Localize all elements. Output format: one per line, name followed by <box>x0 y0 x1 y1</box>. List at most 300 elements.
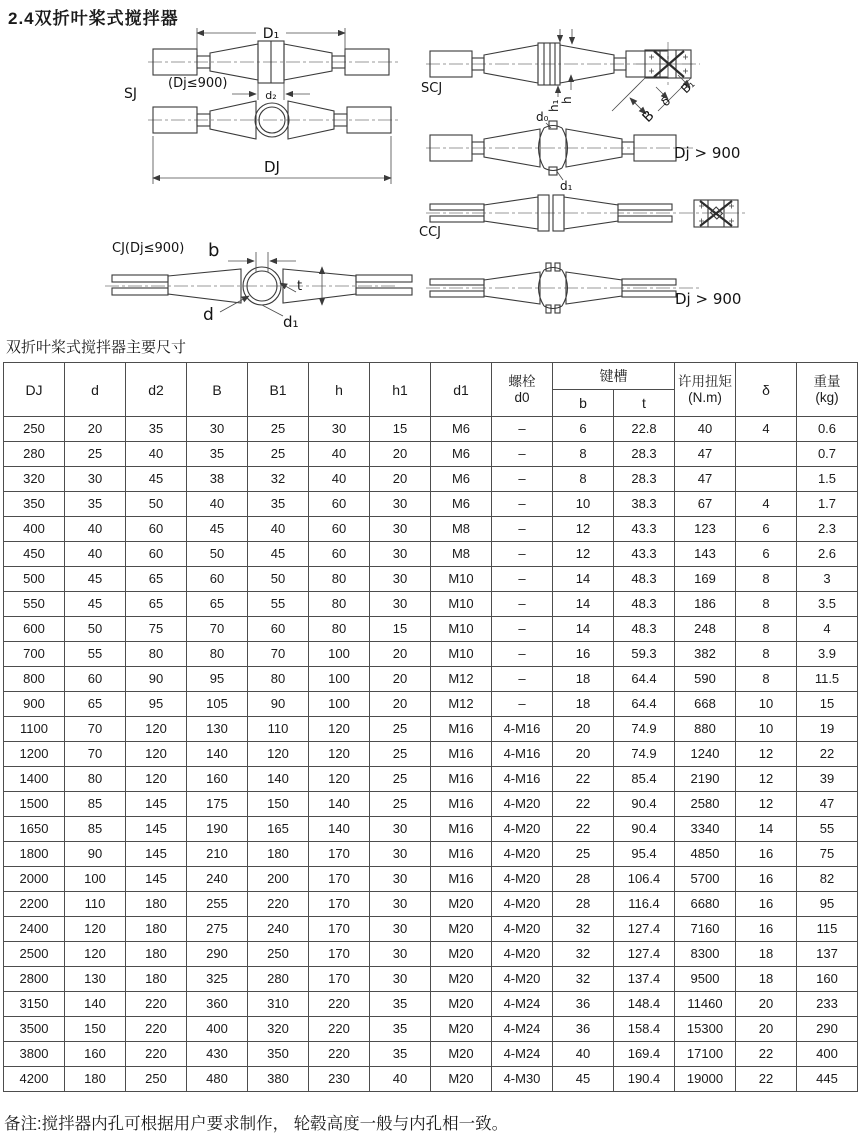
table-cell: 15300 <box>675 1017 736 1042</box>
table-cell: 140 <box>65 992 126 1017</box>
table-row <box>4 742 858 767</box>
table-cell: 248 <box>675 617 736 642</box>
table-cell: 35 <box>126 417 187 442</box>
table-cell: 60 <box>187 567 248 592</box>
table-cell: 116.4 <box>614 892 675 917</box>
table-cell: 30 <box>370 592 431 617</box>
table-cell: M10 <box>431 592 492 617</box>
cj-label: CJ(Dj≤900) <box>112 241 185 256</box>
table-cell: 100 <box>309 667 370 692</box>
table-cell: 180 <box>126 967 187 992</box>
table-cell: 2800 <box>4 967 65 992</box>
table-cell: 3150 <box>4 992 65 1017</box>
table-cell: 25 <box>370 742 431 767</box>
table-cell: 430 <box>187 1042 248 1067</box>
table-cell: – <box>492 467 553 492</box>
table-cell: 70 <box>248 642 309 667</box>
table-row <box>4 417 858 442</box>
table-cell: – <box>492 442 553 467</box>
table-cell: 1100 <box>4 717 65 742</box>
table-cell: M6 <box>431 467 492 492</box>
table-cell: 35 <box>370 1042 431 1067</box>
table-cell: 15 <box>370 617 431 642</box>
table-cell: 22 <box>736 1042 797 1067</box>
dj-gt-900-top-label: Dj > 900 <box>674 144 741 162</box>
table-cell: 12 <box>736 792 797 817</box>
table-cell: 120 <box>309 717 370 742</box>
table-cell: 35 <box>187 442 248 467</box>
table-cell: 8300 <box>675 942 736 967</box>
table-cell: 115 <box>797 917 858 942</box>
table-cell: 28 <box>553 892 614 917</box>
table-cell: 16 <box>736 917 797 942</box>
table-cell: 4-M16 <box>492 767 553 792</box>
table-cell: 100 <box>309 642 370 667</box>
table-cell: M6 <box>431 442 492 467</box>
table-cell: 10 <box>736 717 797 742</box>
weight-header-line2: (kg) <box>815 389 839 405</box>
table-cell: 18 <box>553 692 614 717</box>
table-cell: 10 <box>553 492 614 517</box>
table-cell: 175 <box>187 792 248 817</box>
table-cell: 43.3 <box>614 542 675 567</box>
table-cell: 275 <box>187 917 248 942</box>
table-cell: 220 <box>309 1017 370 1042</box>
torque-header-line1: 许用扭矩 <box>678 373 732 389</box>
dim-label-d: d <box>203 305 214 325</box>
table-row <box>4 542 858 567</box>
table-cell: M16 <box>431 867 492 892</box>
table-cell: M20 <box>431 942 492 967</box>
table-cell: M16 <box>431 792 492 817</box>
page-title: 2.4双折叶桨式搅拌器 <box>8 9 179 28</box>
table-cell: 4-M24 <box>492 992 553 1017</box>
table-cell: 6 <box>736 517 797 542</box>
table-cell: 30 <box>370 492 431 517</box>
table-cell: 40 <box>309 467 370 492</box>
cj-drawing <box>105 252 412 316</box>
table-cell: 255 <box>187 892 248 917</box>
table-cell: M10 <box>431 642 492 667</box>
table-cell: 2190 <box>675 767 736 792</box>
table-cell: 4-M16 <box>492 717 553 742</box>
table-cell: 74.9 <box>614 742 675 767</box>
table-cell: M6 <box>431 417 492 442</box>
dim-label-d1: d₁ <box>283 313 299 331</box>
table-cell: 30 <box>370 892 431 917</box>
table-cell: 145 <box>126 867 187 892</box>
table-cell: 30 <box>370 967 431 992</box>
table-cell: 32 <box>553 942 614 967</box>
table-cell: 480 <box>187 1067 248 1092</box>
table-cell: 35 <box>370 1017 431 1042</box>
table-cell: 3.5 <box>797 592 858 617</box>
table-row <box>4 967 858 992</box>
table-cell: M20 <box>431 992 492 1017</box>
table-cell: 90.4 <box>614 792 675 817</box>
table-cell: 190 <box>187 817 248 842</box>
table-cell: 500 <box>4 567 65 592</box>
table-cell: 25 <box>248 442 309 467</box>
table-cell: 120 <box>126 717 187 742</box>
table-cell: 170 <box>309 917 370 942</box>
table-cell: 7160 <box>675 917 736 942</box>
table-cell: 30 <box>370 817 431 842</box>
table-cell: 100 <box>309 692 370 717</box>
table-cell: 0.6 <box>797 417 858 442</box>
table-cell: 40 <box>370 1067 431 1092</box>
table-cell: 120 <box>65 942 126 967</box>
table-cell: 180 <box>126 892 187 917</box>
table-cell: 120 <box>126 742 187 767</box>
table-cell: 90 <box>248 692 309 717</box>
table-cell: 8 <box>736 567 797 592</box>
table-cell: 1240 <box>675 742 736 767</box>
table-cell: 25 <box>370 792 431 817</box>
table-cell: M20 <box>431 892 492 917</box>
ccj-label: CCJ <box>419 225 441 240</box>
table-cell: 30 <box>370 542 431 567</box>
table-cell: 2000 <box>4 867 65 892</box>
table-cell: 880 <box>675 717 736 742</box>
table-cell: 40 <box>248 517 309 542</box>
table-cell: 65 <box>65 692 126 717</box>
column-header-delta: δ <box>736 363 797 417</box>
table-cell: 220 <box>309 992 370 1017</box>
table-cell: 22.8 <box>614 417 675 442</box>
table-cell: 550 <box>4 592 65 617</box>
table-cell: 39 <box>797 767 858 792</box>
table-cell: 38.3 <box>614 492 675 517</box>
table-cell: 0.7 <box>797 442 858 467</box>
table-cell: 95 <box>187 667 248 692</box>
table-cell: M16 <box>431 717 492 742</box>
table-cell: 140 <box>309 792 370 817</box>
table-cell: 95.4 <box>614 842 675 867</box>
table-cell: M12 <box>431 667 492 692</box>
table-cell: 170 <box>309 967 370 992</box>
table-cell: 220 <box>248 892 309 917</box>
table-cell: 382 <box>675 642 736 667</box>
table-cell: 250 <box>126 1067 187 1092</box>
table-cell: 22 <box>553 817 614 842</box>
table-row <box>4 1017 858 1042</box>
table-cell: 30 <box>309 417 370 442</box>
table-cell: 4-M20 <box>492 842 553 867</box>
table-cell: 280 <box>248 967 309 992</box>
table-cell: 220 <box>126 1017 187 1042</box>
table-cell: 40 <box>675 417 736 442</box>
table-cell: – <box>492 542 553 567</box>
table-cell: 64.4 <box>614 692 675 717</box>
dj-gt-900-bottom-label: Dj > 900 <box>675 290 742 308</box>
table-cell: 50 <box>187 542 248 567</box>
scj-label: SCJ <box>421 81 443 96</box>
table-cell: 20 <box>553 717 614 742</box>
table-cell: 400 <box>4 517 65 542</box>
table-cell: 4 <box>736 417 797 442</box>
table-cell: 320 <box>248 1017 309 1042</box>
table-cell: 190.4 <box>614 1067 675 1092</box>
footnote: 备注:搅拌器内孔可根据用户要求制作， 轮毂高度一般与内孔相一致。 <box>4 1115 509 1133</box>
table-cell: 50 <box>248 567 309 592</box>
table-cell: 127.4 <box>614 917 675 942</box>
table-cell: 80 <box>65 767 126 792</box>
table-cell: 145 <box>126 817 187 842</box>
table-cell: 170 <box>309 892 370 917</box>
table-cell: 14 <box>736 817 797 842</box>
table-row <box>4 842 858 867</box>
clamp-hub-drawing <box>426 121 696 180</box>
table-cell: 20 <box>553 742 614 767</box>
table-cell: 210 <box>187 842 248 867</box>
table-cell: 4 <box>736 492 797 517</box>
table-cell: 16 <box>736 867 797 892</box>
table-cell: 280 <box>4 442 65 467</box>
table-cell: 25 <box>65 442 126 467</box>
table-cell: 12 <box>736 767 797 792</box>
table-cell: 36 <box>553 992 614 1017</box>
table-cell: 100 <box>65 867 126 892</box>
table-cell: 28.3 <box>614 442 675 467</box>
table-cell: 65 <box>187 592 248 617</box>
table-cell: 28 <box>553 867 614 892</box>
table-cell: 4-M20 <box>492 867 553 892</box>
table-cell: 47 <box>675 442 736 467</box>
table-cell: 90.4 <box>614 817 675 842</box>
table-cell: 123 <box>675 517 736 542</box>
table-cell: 60 <box>126 517 187 542</box>
table-cell: 600 <box>4 617 65 642</box>
table-cell: 220 <box>126 992 187 1017</box>
table-cell: 40 <box>187 492 248 517</box>
table-cell: 165 <box>248 817 309 842</box>
table-cell: M16 <box>431 817 492 842</box>
table-cell: 310 <box>248 992 309 1017</box>
table-cell: 40 <box>65 517 126 542</box>
table-cell: 8 <box>553 467 614 492</box>
table-cell: M8 <box>431 542 492 567</box>
column-header-dj: DJ <box>4 363 65 417</box>
table-cell: 158.4 <box>614 1017 675 1042</box>
table-cell: 47 <box>797 792 858 817</box>
table-cell: 95 <box>126 692 187 717</box>
table-cell: 64.4 <box>614 667 675 692</box>
table-cell: 80 <box>309 567 370 592</box>
table-cell: 180 <box>126 942 187 967</box>
table-cell: 60 <box>65 667 126 692</box>
table-cell: 6 <box>736 542 797 567</box>
table-cell: 20 <box>370 442 431 467</box>
sj-label: SJ <box>124 86 138 102</box>
bolt-header-line2: d0 <box>514 389 530 405</box>
table-cell: 10 <box>736 692 797 717</box>
table-cell: 70 <box>187 617 248 642</box>
table-cell: 22 <box>553 767 614 792</box>
table-cell: 105 <box>187 692 248 717</box>
table-cell: 3.9 <box>797 642 858 667</box>
table-cell: M12 <box>431 692 492 717</box>
table-cell: 450 <box>4 542 65 567</box>
table-cell: 14 <box>553 592 614 617</box>
table-cell: 1800 <box>4 842 65 867</box>
table-cell: 150 <box>65 1017 126 1042</box>
table-cell: 60 <box>309 517 370 542</box>
table-cell: 4-M20 <box>492 942 553 967</box>
table-cell: 60 <box>309 492 370 517</box>
table-cell: 8 <box>736 667 797 692</box>
table-cell: 106.4 <box>614 867 675 892</box>
table-cell: 30 <box>65 467 126 492</box>
table-cell: 150 <box>248 792 309 817</box>
table-cell: 320 <box>4 467 65 492</box>
table-row <box>4 692 858 717</box>
column-header-keyway-b: b <box>553 390 614 417</box>
table-cell: 250 <box>4 417 65 442</box>
table-cell <box>736 467 797 492</box>
table-row <box>4 867 858 892</box>
ccj-drawing <box>426 195 746 231</box>
table-cell: 17100 <box>675 1042 736 1067</box>
table-cell: 233 <box>797 992 858 1017</box>
table-row <box>4 792 858 817</box>
table-cell: 25 <box>370 717 431 742</box>
table-cell: 22 <box>736 1067 797 1092</box>
table-cell: 1500 <box>4 792 65 817</box>
table-cell: 230 <box>309 1067 370 1092</box>
table-cell: 240 <box>187 867 248 892</box>
table-cell: 2200 <box>4 892 65 917</box>
table-cell: 590 <box>675 667 736 692</box>
table-cell: 1.7 <box>797 492 858 517</box>
table-cell: 145 <box>126 792 187 817</box>
table-cell: 55 <box>797 817 858 842</box>
table-cell: – <box>492 692 553 717</box>
table-cell: 85 <box>65 817 126 842</box>
table-cell: 700 <box>4 642 65 667</box>
table-cell: 30 <box>187 417 248 442</box>
table-cell: 12 <box>553 542 614 567</box>
table-cell: 140 <box>248 767 309 792</box>
table-cell: 400 <box>187 1017 248 1042</box>
table-cell: 290 <box>797 1017 858 1042</box>
table-cell: 4-M16 <box>492 742 553 767</box>
table-row <box>4 817 858 842</box>
table-cell: M16 <box>431 767 492 792</box>
table-cell: 1400 <box>4 767 65 792</box>
table-cell: 90 <box>65 842 126 867</box>
table-cell: 400 <box>797 1042 858 1067</box>
table-cell: 75 <box>797 842 858 867</box>
dim-label-h1: h₁ <box>547 99 561 112</box>
table-cell: 80 <box>309 592 370 617</box>
table-cell: 8 <box>553 442 614 467</box>
column-header-b1: B1 <box>248 363 309 417</box>
table-cell: 4-M24 <box>492 1017 553 1042</box>
table-row <box>4 442 858 467</box>
table-row <box>4 567 858 592</box>
table-cell: 5700 <box>675 867 736 892</box>
table-row <box>4 667 858 692</box>
table-cell: 16 <box>736 842 797 867</box>
table-cell: 15 <box>370 417 431 442</box>
table-cell: 2400 <box>4 917 65 942</box>
table-row <box>4 492 858 517</box>
table-cell: 2580 <box>675 792 736 817</box>
table-cell: 240 <box>248 917 309 942</box>
table-cell: 325 <box>187 967 248 992</box>
table-cell: 140 <box>187 742 248 767</box>
table-cell: 20 <box>736 992 797 1017</box>
table-cell: 48.3 <box>614 567 675 592</box>
table-cell: 2.3 <box>797 517 858 542</box>
table-cell: 14 <box>553 567 614 592</box>
table-cell: 170 <box>309 942 370 967</box>
table-cell: 45 <box>65 592 126 617</box>
table-cell: 45 <box>187 517 248 542</box>
table-cell: 180 <box>248 842 309 867</box>
table-cell: 186 <box>675 592 736 617</box>
table-cell: 120 <box>309 767 370 792</box>
table-row <box>4 617 858 642</box>
dim-label-delta: δ <box>658 94 674 110</box>
table-cell: M6 <box>431 492 492 517</box>
column-header-keyway-t: t <box>614 390 675 417</box>
column-header-d: d <box>65 363 126 417</box>
table-cell: 4-M20 <box>492 817 553 842</box>
table-cell: 50 <box>126 492 187 517</box>
table-cell: 110 <box>248 717 309 742</box>
column-header-keyway: 键槽 <box>553 363 675 390</box>
table-row <box>4 642 858 667</box>
table-cell: 30 <box>370 867 431 892</box>
table-cell: 20 <box>736 1017 797 1042</box>
table-cell: 19 <box>797 717 858 742</box>
table-cell: 48.3 <box>614 592 675 617</box>
table-cell: 43.3 <box>614 517 675 542</box>
table-cell: 70 <box>65 717 126 742</box>
table-cell: 445 <box>797 1067 858 1092</box>
table-cell: – <box>492 592 553 617</box>
table-cell: 75 <box>126 617 187 642</box>
table-cell: 160 <box>187 767 248 792</box>
table-cell: 80 <box>187 642 248 667</box>
table-cell: 143 <box>675 542 736 567</box>
dim-label-B1: B₁ <box>678 76 698 97</box>
dim-label-b: b <box>208 240 220 261</box>
table-cell: 38 <box>187 467 248 492</box>
table-cell: 16 <box>736 892 797 917</box>
table-cell: M16 <box>431 842 492 867</box>
table-cell: 32 <box>248 467 309 492</box>
table-cell: 55 <box>248 592 309 617</box>
table-cell: 8 <box>736 642 797 667</box>
table-cell: 120 <box>126 767 187 792</box>
table-row <box>4 992 858 1017</box>
table-cell: 70 <box>65 742 126 767</box>
column-header-h1: h1 <box>370 363 431 417</box>
table-cell: 6680 <box>675 892 736 917</box>
table-cell: – <box>492 617 553 642</box>
dim-label-d1-clamp: d₁ <box>560 179 573 193</box>
table-cell: 380 <box>248 1067 309 1092</box>
table-cell: 85.4 <box>614 767 675 792</box>
table-cell: – <box>492 517 553 542</box>
table-cell: 50 <box>65 617 126 642</box>
table-cell: 30 <box>370 917 431 942</box>
table-cell: 30 <box>370 517 431 542</box>
table-row <box>4 917 858 942</box>
